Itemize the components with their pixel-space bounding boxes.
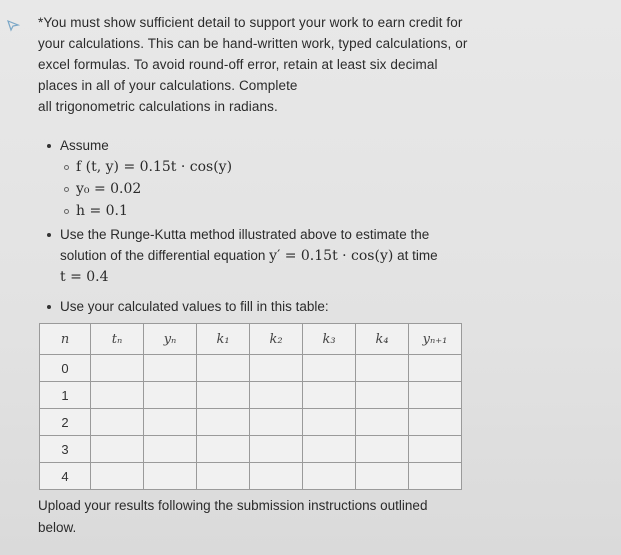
- table-cell[interactable]: [144, 382, 197, 409]
- header-k4: k₄: [356, 324, 409, 355]
- task-bullet: [44, 224, 494, 288]
- assume-h-item: [44, 200, 494, 222]
- table-cell[interactable]: [356, 355, 409, 382]
- table-cell[interactable]: [91, 382, 144, 409]
- table-row: [40, 436, 462, 463]
- table-cell[interactable]: [303, 436, 356, 463]
- table-intro-text: Use your calculated values to fill in this table:: [60, 299, 329, 314]
- table-row: [40, 409, 462, 436]
- assume-bullet: [44, 135, 494, 156]
- header-n: n: [40, 324, 91, 355]
- target-time: t = 0.4: [60, 269, 109, 285]
- table-cell[interactable]: [197, 436, 250, 463]
- table-cell[interactable]: [144, 463, 197, 490]
- table-cell[interactable]: [250, 355, 303, 382]
- table-row: [40, 463, 462, 490]
- differential-equation: y′ = 0.15t · cos(y): [269, 248, 394, 264]
- header-tn: tₙ: [91, 324, 144, 355]
- row-index: 4: [40, 463, 91, 490]
- row-index: 3: [40, 436, 91, 463]
- header-yn: yₙ: [144, 324, 197, 355]
- results-table: [39, 323, 462, 490]
- task-line-2-tail: at time: [397, 248, 438, 263]
- table-cell[interactable]: [409, 436, 462, 463]
- table-cell[interactable]: [91, 463, 144, 490]
- table-cell[interactable]: [250, 409, 303, 436]
- table-cell[interactable]: [144, 436, 197, 463]
- table-cell[interactable]: [91, 409, 144, 436]
- footer-note: [38, 495, 478, 539]
- assume-f-item: [44, 156, 494, 178]
- header-k2: k₂: [250, 324, 303, 355]
- row-index: 2: [40, 409, 91, 436]
- assume-y0-item: [44, 178, 494, 200]
- assume-label: Assume: [60, 138, 109, 153]
- table-cell[interactable]: [303, 463, 356, 490]
- table-cell[interactable]: [409, 463, 462, 490]
- table-row: [40, 382, 462, 409]
- table-cell[interactable]: [197, 382, 250, 409]
- table-cell[interactable]: [409, 382, 462, 409]
- row-index: 0: [40, 355, 91, 382]
- header-k1: k₁: [197, 324, 250, 355]
- task-line-2: [60, 245, 494, 267]
- bullet-list: [44, 135, 494, 317]
- footer-line-2: below.: [38, 520, 77, 535]
- table-cell[interactable]: [197, 355, 250, 382]
- f-expression: f (t, y) = 0.15t · cos(y): [76, 159, 233, 175]
- table-cell[interactable]: [91, 436, 144, 463]
- table-cell[interactable]: [91, 355, 144, 382]
- table-intro-bullet: [44, 296, 494, 317]
- table-header-row: [40, 324, 462, 355]
- table-cell[interactable]: [197, 463, 250, 490]
- header-yn1: yₙ₊₁: [409, 324, 462, 355]
- table-cell[interactable]: [356, 463, 409, 490]
- table-cell[interactable]: [356, 436, 409, 463]
- h-expression: h = 0.1: [76, 203, 128, 219]
- table-cell[interactable]: [303, 409, 356, 436]
- header-k3: k₃: [303, 324, 356, 355]
- table-cell[interactable]: [250, 382, 303, 409]
- instructions-line-4: places in all of your calculations. Complete: [38, 78, 298, 93]
- instructions-line-1: *You must show sufficient detail to support your work to earn credit for: [38, 15, 463, 30]
- row-index: 1: [40, 382, 91, 409]
- y0-expression: y₀ = 0.02: [76, 181, 142, 197]
- table-cell[interactable]: [303, 355, 356, 382]
- instructions-line-5: all trigonometric calculations in radians.: [38, 99, 278, 114]
- footer-line-1: Upload your results following the submission instructions outlined: [38, 498, 428, 513]
- table-cell[interactable]: [144, 355, 197, 382]
- table-cell[interactable]: [409, 355, 462, 382]
- table-cell[interactable]: [409, 409, 462, 436]
- table-cell[interactable]: [250, 436, 303, 463]
- instructions-paragraph: [38, 12, 508, 117]
- instructions-line-3: excel formulas. To avoid round-off error, retain at least six decimal: [38, 57, 438, 72]
- table-row: [40, 355, 462, 382]
- task-line-2-text: solution of the differential equation: [60, 248, 266, 263]
- instructions-line-2: your calculations. This can be hand-written work, typed calculations, or: [38, 36, 468, 51]
- task-line-1: Use the Runge-Kutta method illustrated above to estimate the: [60, 227, 430, 242]
- table-cell[interactable]: [144, 409, 197, 436]
- table-cell[interactable]: [356, 382, 409, 409]
- table-cell[interactable]: [197, 409, 250, 436]
- cursor-arrow-icon: [6, 18, 20, 32]
- table-cell[interactable]: [356, 409, 409, 436]
- table-cell[interactable]: [303, 382, 356, 409]
- table-cell[interactable]: [250, 463, 303, 490]
